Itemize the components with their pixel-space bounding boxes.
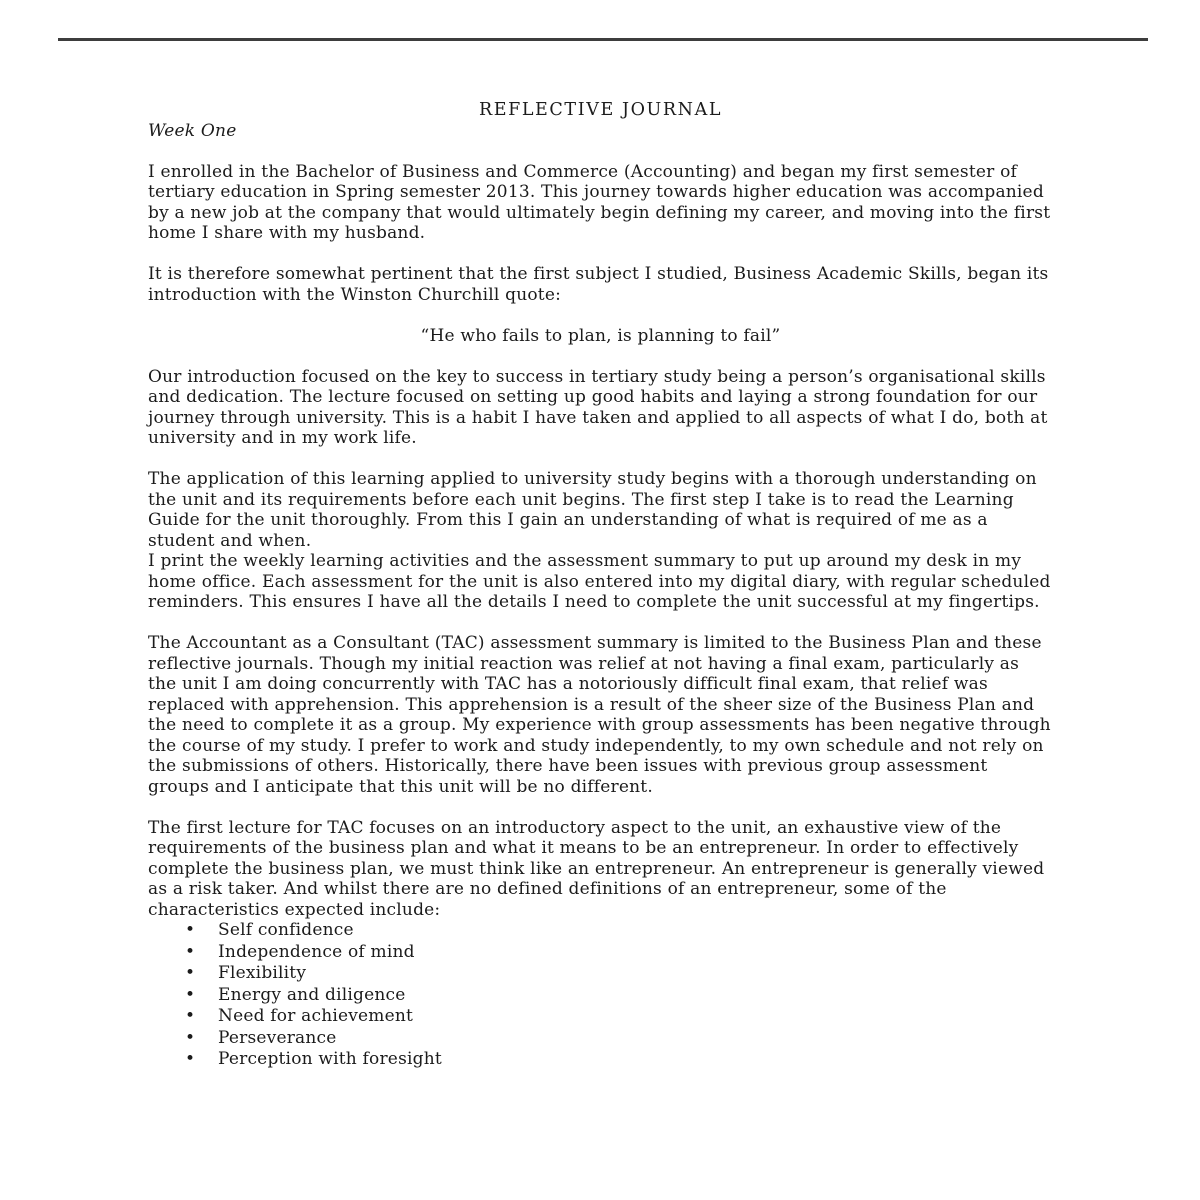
paragraph-enrolment: I enrolled in the Bachelor of Business and Commerce (Accounting) and began my first semester of tertiary education in Spring semester 2013. This journey towards higher education was accompanied by a new job at the company that would ultimately begin defining my career, and moving into the first home I share with my husband. [148, 161, 1051, 243]
bullet-icon: • [185, 1006, 196, 1026]
bullet-icon: • [185, 941, 196, 962]
list-item-label: Self confidence [218, 920, 354, 940]
list-item-independence [185, 942, 1053, 963]
bullet-icon: • [185, 1049, 196, 1069]
characteristics-list [148, 920, 1053, 1070]
list-item-label: Energy and diligence [218, 984, 406, 1005]
paragraph-first-lecture: The first lecture for TAC focuses on an introductory aspect to the unit, an exhaustive view of the requirements of the business plan and what it means to be an entrepreneur. In order to effectively complete the business plan, we must think like an entrepreneur. An entrepreneur is generally viewed as a risk taker. And whilst there are no defined definitions of an entrepreneur, some of the characteristics expected include: [148, 817, 1045, 920]
paragraph-introduction-focus: Our introduction focused on the key to success in tertiary study being a person’s organisational skills and dedication. The lecture focused on setting up good habits and laying a strong foundation for our journey through university. This is a habit I have taken and applied to all aspects of what I do, both at university and in my work life. [148, 366, 1048, 448]
page-title: REFLECTIVE JOURNAL [478, 100, 723, 120]
churchill-quote: “He who fails to plan, is planning to fail” [420, 325, 781, 346]
paragraph-application-learning: The application of this learning applied to university study begins with a thorough understanding on the unit and its requirements before each unit begins. The first step I take is to read the Learning Guide for the unit thoroughly. From this I gain an understanding of what is required of me as a student and when. [148, 469, 1037, 551]
header-rule [58, 38, 1148, 41]
document-content [148, 100, 1053, 1071]
list-item-perseverance [185, 1028, 1053, 1049]
paragraph-tac-assessment: The Accountant as a Consultant (TAC) assessment summary is limited to the Business Plan and these reflective journals. Though my initial reaction was relief at not having a final exam, particularly as the unit I am doing concurrently with TAC has a notoriously difficult final exam, that relief was replaced with apprehension. This apprehension is a result of the sheer size of the Business Plan and the need to complete it as a group. My experience with group assessments has been negative through the course of my study. I prefer to work and study independently, to my own schedule and not rely on the submissions of others. Historically, there have been issues with previous group assessment groups and I anticipate that this unit will be no different. [148, 633, 1051, 797]
list-item-perception [185, 1049, 1053, 1070]
list-item-label: Perception with foresight [218, 1049, 442, 1069]
week-heading: Week One [148, 120, 237, 141]
paragraph-first-subject: It is therefore somewhat pertinent that the first subject I studied, Business Academic Skills, began its introduction with the Winston Churchill quote: [148, 264, 1049, 305]
list-item-energy [185, 985, 1053, 1006]
bullet-icon: • [185, 1027, 196, 1048]
list-item-label: Perseverance [218, 1027, 337, 1048]
bullet-icon: • [185, 984, 196, 1005]
list-item-self-confidence [185, 920, 1053, 941]
list-item-flexibility [185, 963, 1053, 984]
bullet-icon: • [185, 963, 196, 983]
paragraph-weekly-activities: I print the weekly learning activities and the assessment summary to put up around my desk in my home office. Each assessment for the unit is also entered into my digital diary, with regular scheduled reminders. This ensures I have all the details I need to complete the unit successful at my fingertips. [148, 551, 1051, 612]
list-item-label: Flexibility [218, 963, 307, 983]
list-item-label: Need for achievement [218, 1006, 414, 1026]
list-item-achievement [185, 1006, 1053, 1027]
bullet-icon: • [185, 920, 196, 940]
list-item-label: Independence of mind [218, 941, 415, 962]
